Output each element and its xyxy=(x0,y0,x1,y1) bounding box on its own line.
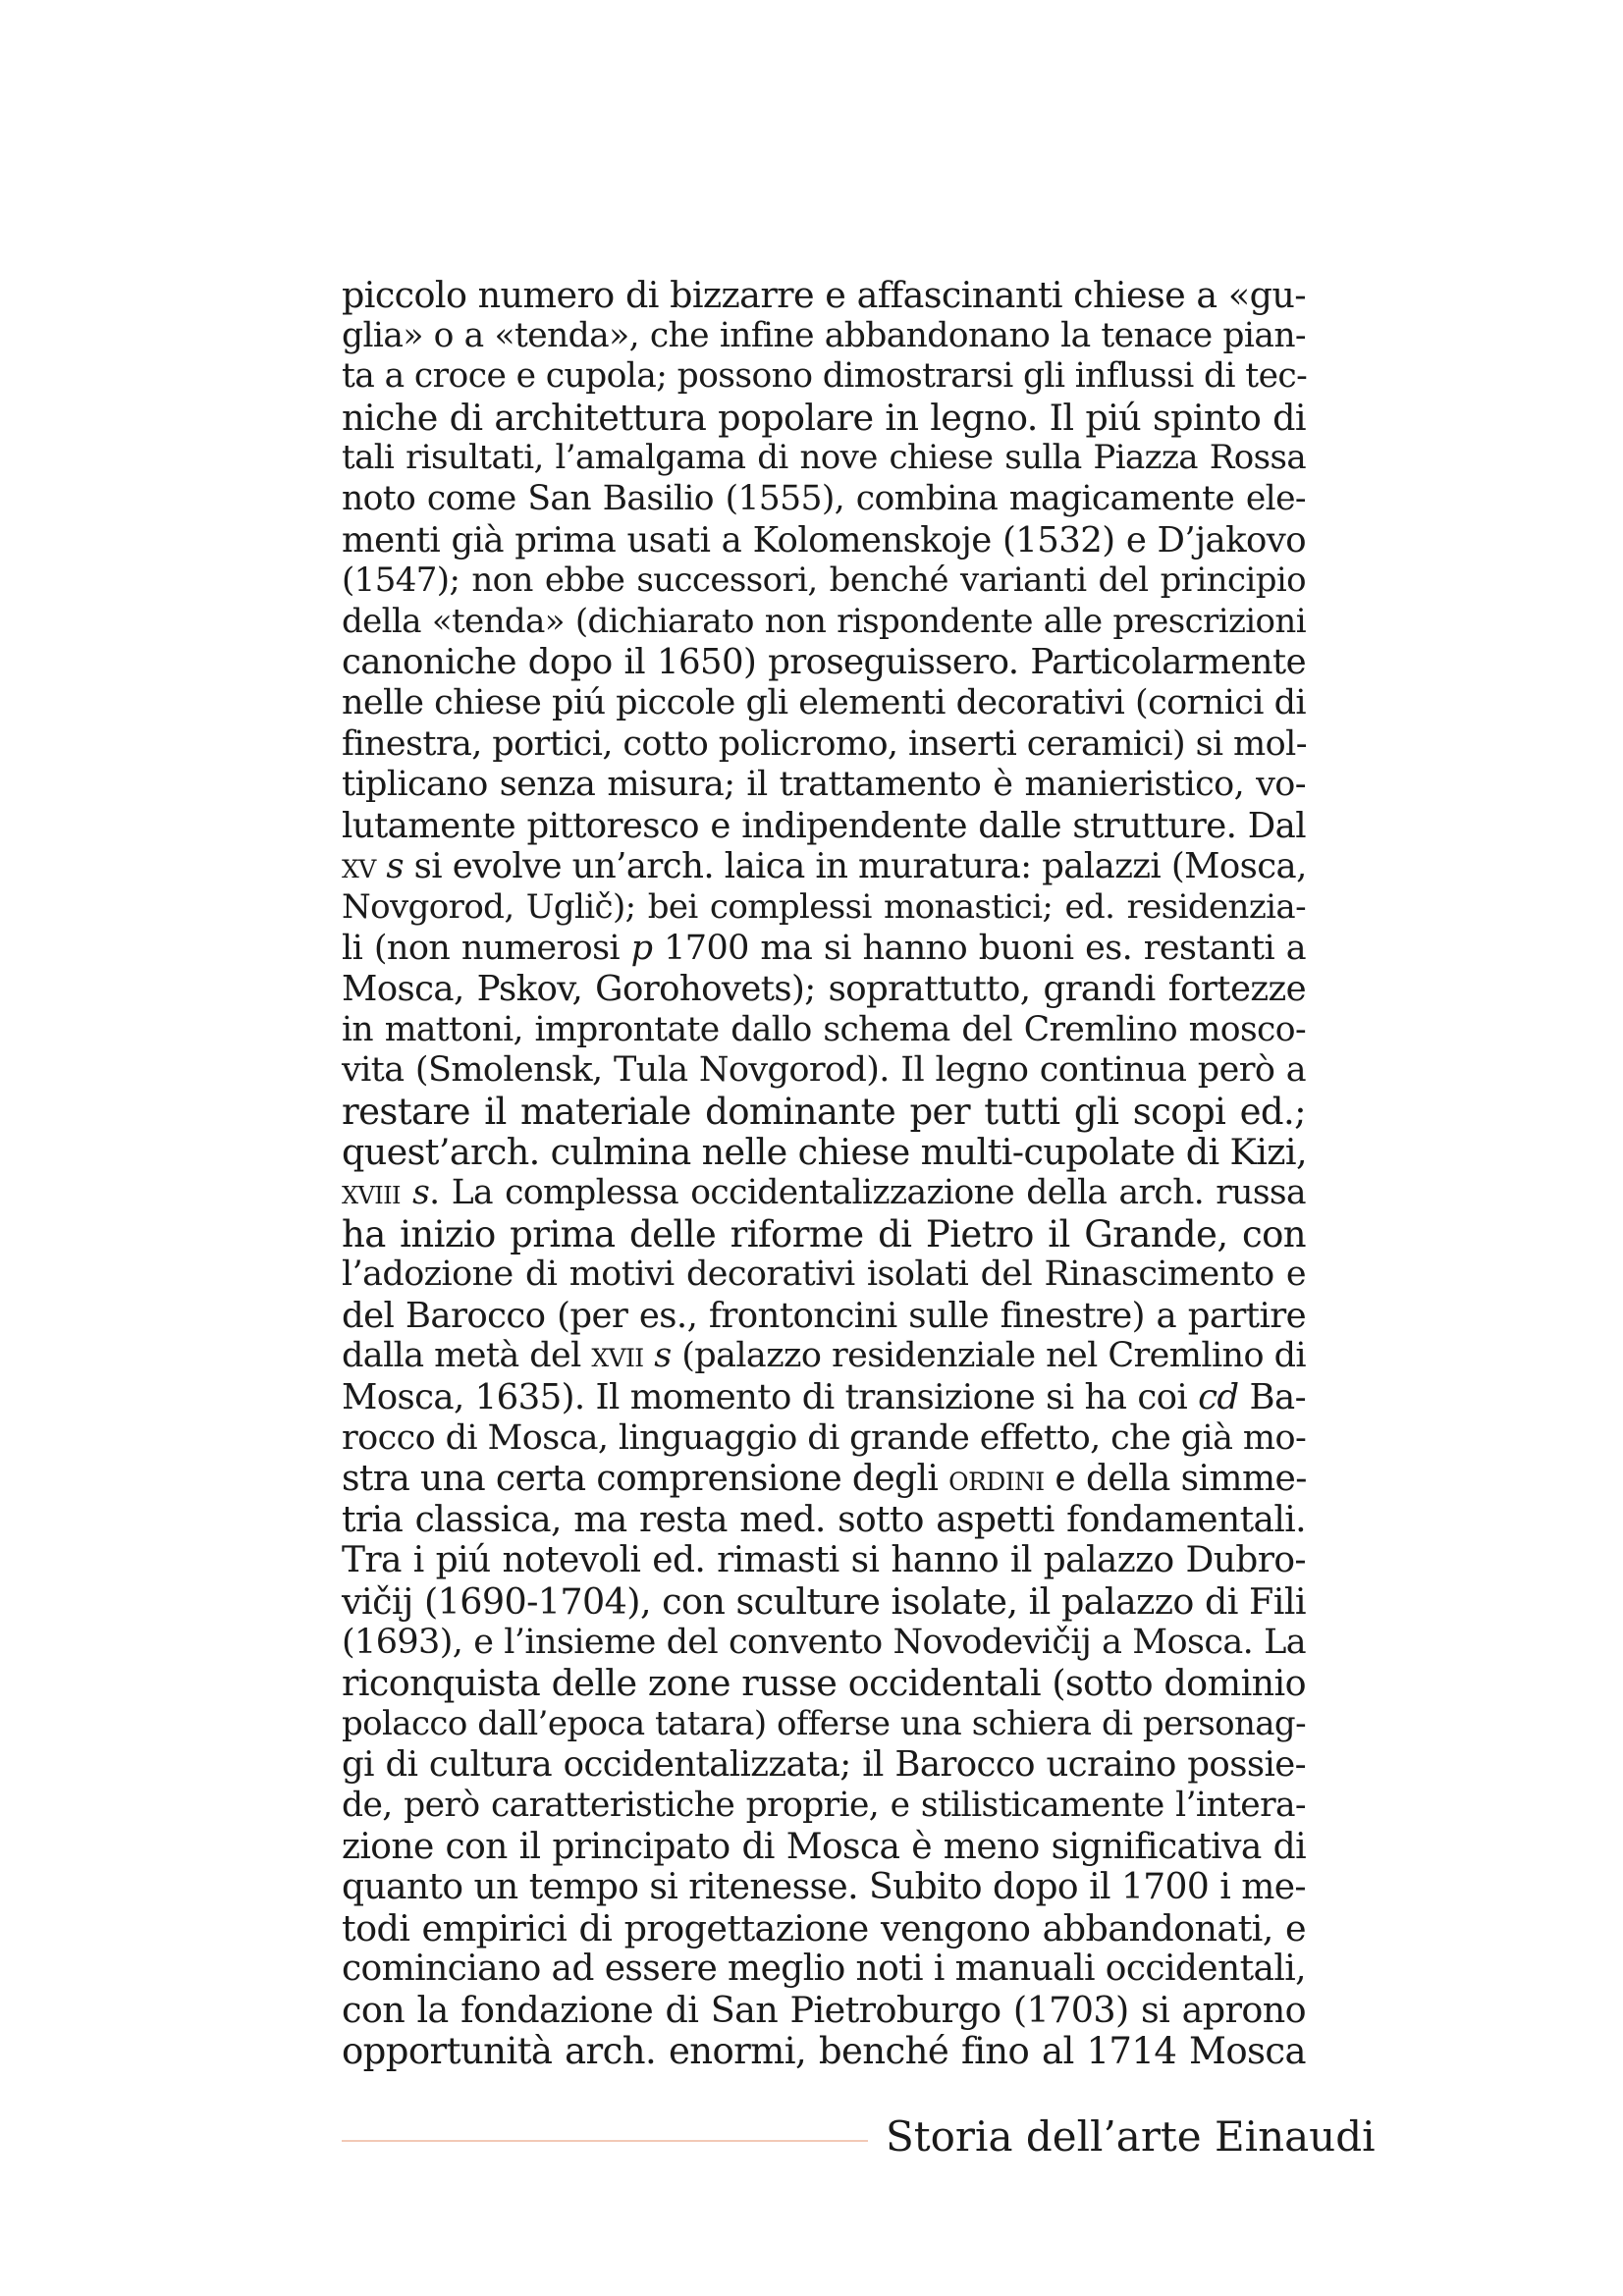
small-caps-text: xviii xyxy=(342,1173,401,1213)
text-line-content: polacco dall’epoca tatara) offerse una schiera di personag- xyxy=(342,1703,1306,1743)
text-segment: Mosca, 1635). Il momento di transizione si ha coi xyxy=(342,1377,1199,1418)
text-line xyxy=(342,1336,1306,1377)
text-line xyxy=(342,1092,1306,1133)
text-line xyxy=(342,1255,1306,1296)
text-line xyxy=(342,1786,1306,1827)
text-line xyxy=(342,1214,1306,1255)
text-line xyxy=(342,1827,1306,1868)
footer-publication-title: Storia dell’arte Einaudi xyxy=(886,2112,1376,2161)
text-segment: dalla metà del xyxy=(342,1336,592,1376)
small-caps-text: xvii xyxy=(591,1336,644,1376)
text-line-content: quest’arch. culmina nelle chiese multi-cupolate di Kizi, xyxy=(342,1131,1307,1174)
text-line-content: noto come San Basilio (1555), combina magicamente ele- xyxy=(342,478,1306,518)
text-line xyxy=(342,765,1306,806)
text-segment: 1700 ma si hanno buoni es. restanti a xyxy=(652,928,1307,968)
text-line xyxy=(342,1908,1306,1949)
text-line-content: Tra i piú notevoli ed. rimasti si hanno il palazzo Dubro- xyxy=(342,1540,1306,1581)
text-line xyxy=(342,1377,1306,1418)
text-line-content: Mosca, Pskov, Gorohovets); soprattutto, grandi fortezze xyxy=(342,969,1306,1010)
text-line xyxy=(342,561,1306,602)
italic-text: s xyxy=(412,1173,430,1213)
text-line xyxy=(342,1704,1306,1745)
text-line-content: cominciano ad essere meglio noti i manuali occidentali, xyxy=(342,1949,1306,1990)
text-line xyxy=(342,1990,1306,2031)
italic-text: p xyxy=(630,928,653,968)
text-line-content: finestra, portici, cotto policromo, inserti ceramici) si mol- xyxy=(342,723,1307,764)
text-line xyxy=(342,1744,1306,1786)
text-line xyxy=(342,520,1306,561)
italic-text: s xyxy=(386,846,404,887)
text-segment: . La complessa occidentalizzazione della arch. russa xyxy=(429,1173,1306,1213)
text-segment xyxy=(376,846,387,886)
text-segment: Ba- xyxy=(1238,1377,1306,1418)
text-segment: stra una certa comprensione degli xyxy=(342,1459,949,1500)
text-line xyxy=(342,887,1306,929)
text-segment xyxy=(401,1173,412,1212)
text-line-content: riconquista delle zone russe occidentali (sotto dominio xyxy=(342,1662,1306,1705)
text-line xyxy=(342,642,1306,683)
italic-text: s xyxy=(654,1336,672,1376)
text-line xyxy=(342,2031,1306,2072)
text-segment: si evolve un’arch. laica in muratura: palazzi (Mosca, xyxy=(403,846,1307,887)
text-line-content: quanto un tempo si ritenesse. Subito dopo il 1700 i me- xyxy=(342,1867,1306,1908)
text-line xyxy=(342,969,1306,1010)
text-line xyxy=(342,1296,1306,1337)
text-segment xyxy=(644,1336,655,1375)
text-line-content: (1693), e l’insieme del convento Novodevičij a Mosca. La xyxy=(342,1622,1306,1662)
text-segment: (palazzo residenziale nel Cremlino di xyxy=(671,1336,1306,1376)
text-line-content: l’adozione di motivi decorativi isolati del Rinascimento e xyxy=(342,1255,1306,1295)
body-text xyxy=(342,275,1306,2071)
text-line-content: gi di cultura occidentalizzata; il Barocco ucraino possie- xyxy=(342,1744,1306,1786)
text-line xyxy=(342,1623,1306,1664)
text-line-content: piccolo numero di bizzarre e affascinanti chiese a «gu- xyxy=(342,274,1306,316)
text-line xyxy=(342,438,1306,479)
text-line-content: menti già prima usati a Kolomenskoje (1532) e D’jakovo xyxy=(342,519,1306,561)
text-line-content: tria classica, ma resta med. sotto aspetti fondamentali. xyxy=(342,1499,1306,1540)
italic-text: cd xyxy=(1198,1377,1239,1418)
text-line-content: (1547); non ebbe successori, benché varianti del principio xyxy=(342,561,1306,601)
text-line-content: opportunità arch. enormi, benché fino al 1714 Mosca xyxy=(342,2029,1306,2072)
text-line-content: lutamente pittoresco e indipendente dalle strutture. Dal xyxy=(342,805,1306,846)
text-line-content: canoniche dopo il 1650) proseguissero. Particolarmente xyxy=(342,642,1306,683)
small-caps-text: xv xyxy=(342,846,376,887)
text-line xyxy=(342,724,1306,766)
text-line xyxy=(342,316,1306,357)
text-line xyxy=(342,929,1306,970)
text-line-content: vičij (1690-1704), con sculture isolate, il palazzo di Fili xyxy=(342,1580,1306,1623)
text-line xyxy=(342,1663,1306,1704)
text-line xyxy=(342,1581,1306,1623)
text-line-content: tali risultati, l’amalgama di nove chiese sulla Piazza Rossa xyxy=(342,438,1306,478)
text-line-content: de, però caratteristiche proprie, e stilisticamente l’intera- xyxy=(342,1785,1306,1825)
text-line xyxy=(342,1867,1306,1908)
text-line-content: del Barocco (per es., frontoncini sulle finestre) a partire xyxy=(342,1295,1306,1336)
text-line-content: nelle chiese piú piccole gli elementi decorativi (cornici di xyxy=(342,682,1306,722)
text-line xyxy=(342,398,1306,439)
text-line xyxy=(342,1050,1306,1092)
text-line xyxy=(342,479,1306,520)
text-line xyxy=(342,846,1306,887)
text-line xyxy=(342,1540,1306,1581)
text-line-content: della «tenda» (dichiarato non rispondente alle prescrizioni xyxy=(342,601,1306,641)
text-line xyxy=(342,1418,1306,1460)
text-line xyxy=(342,683,1306,724)
text-line xyxy=(342,602,1306,643)
text-line-content: todi empirici di progettazione vengono abbandonati, e xyxy=(342,1906,1306,1949)
text-line-content: niche di architettura popolare in legno. Il piú spinto di xyxy=(342,396,1306,439)
text-line-content: restare il materiale dominante per tutti gli scopi ed.; xyxy=(342,1090,1306,1133)
text-line xyxy=(342,1459,1306,1500)
text-line-content: tiplicano senza misura; il trattamento è manieristico, vo- xyxy=(342,765,1306,805)
text-line-content: zione con il principato di Mosca è meno significativa di xyxy=(342,1826,1306,1867)
text-line xyxy=(342,1132,1306,1173)
text-line xyxy=(342,1500,1306,1541)
footer-rule xyxy=(342,2140,868,2142)
text-line-content: con la fondazione di San Pietroburgo (1703) si aprono xyxy=(342,1988,1306,2031)
text-line xyxy=(342,1010,1306,1051)
text-line-content: rocco di Mosca, linguaggio di grande effetto, che già mo- xyxy=(342,1417,1307,1458)
text-line-content: ta a croce e cupola; possono dimostrarsi gli influssi di tec- xyxy=(342,356,1308,397)
text-line xyxy=(342,806,1306,847)
text-line-content: in mattoni, improntate dallo schema del Cremlino mosco- xyxy=(342,1009,1306,1049)
text-line-content: glia» o a «tenda», che infine abbandonano la tenace pian- xyxy=(342,315,1306,355)
text-line-content: vita (Smolensk, Tula Novgorod). Il legno continua però a xyxy=(342,1050,1306,1091)
text-segment: li (non numerosi xyxy=(342,928,631,968)
small-caps-text: ordini xyxy=(948,1459,1045,1500)
text-segment: e della simme- xyxy=(1044,1459,1307,1500)
text-line xyxy=(342,1949,1306,1990)
text-line xyxy=(342,275,1306,316)
text-line xyxy=(342,1173,1306,1214)
text-line-content: ha inizio prima delle riforme di Pietro il Grande, con xyxy=(342,1212,1306,1255)
text-line-content: Novgorod, Uglič); bei complessi monastici; ed. residenzia- xyxy=(342,886,1306,927)
text-line xyxy=(342,356,1306,398)
